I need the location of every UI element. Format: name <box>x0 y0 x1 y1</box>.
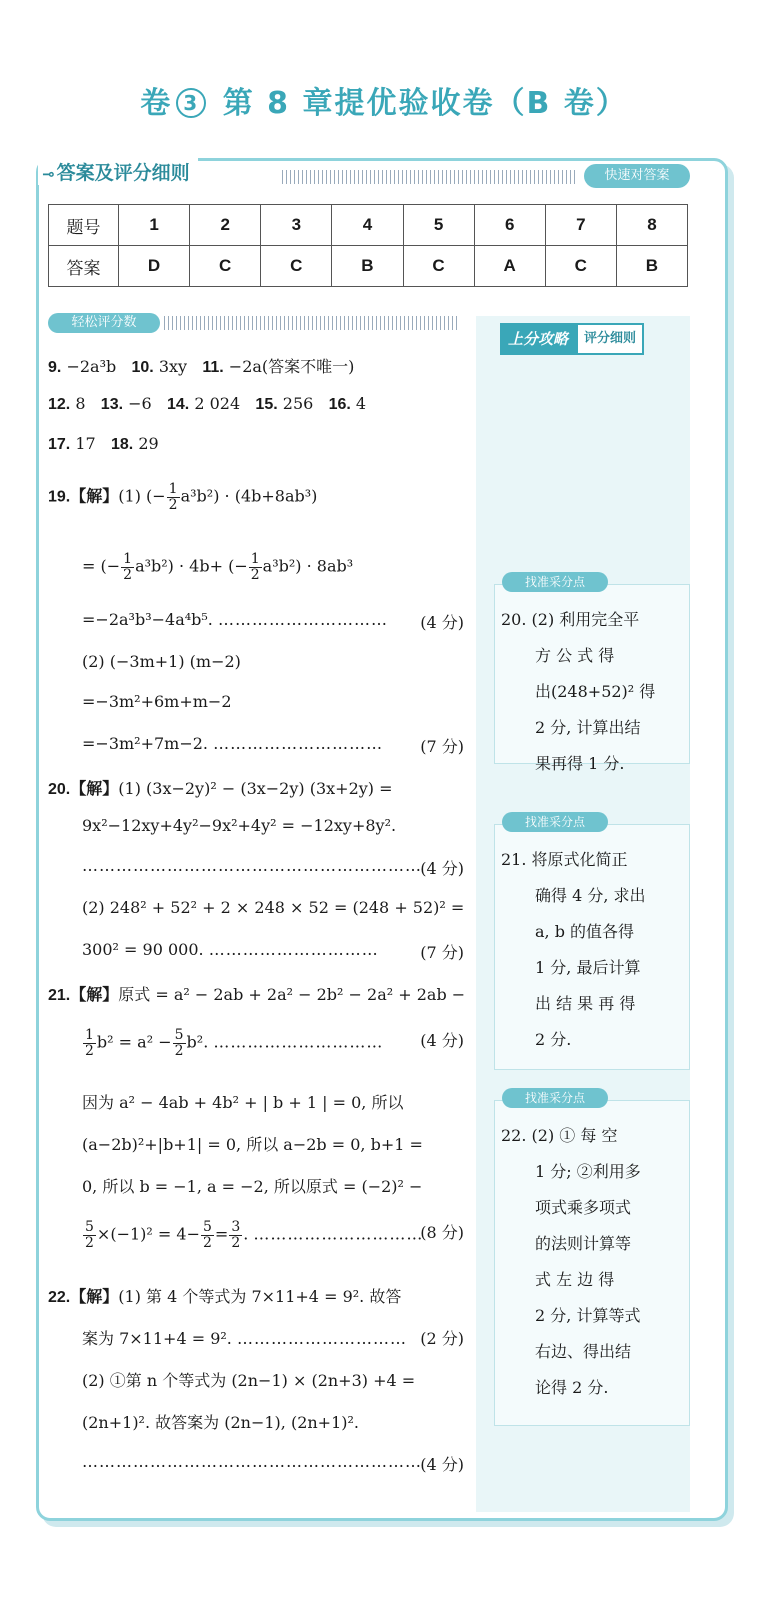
fill-line-3: 17. 17 18. 29 <box>48 434 159 453</box>
fraction: $\frac{3}{2}$ <box>231 1219 241 1251</box>
q21-line-2: $\frac{1}{2}$ b² = a² − $\frac{5}{2}$ b². ………………………… (4 分) <box>85 1027 464 1059</box>
q19-line-3: =−2a³b³−4a⁴b⁵. ………………………… (4 分) <box>82 610 464 632</box>
key-icon: ⊸ <box>42 165 55 183</box>
row-label: 题号 <box>49 205 119 246</box>
answer-table <box>48 204 688 287</box>
q19-line-6: =−3m²+7m−2. ………………………… (7 分) <box>82 734 464 756</box>
q22-line-4: (2n+1)². 故答案为 (2n−1), (2n+1)². <box>82 1413 360 1432</box>
q21-line-5: 0, 所以 b = −1, a = −2, 所以原式 = (−2)² − <box>82 1177 423 1196</box>
fraction: $\frac{1}{2}$ <box>168 481 178 513</box>
fraction: $\frac{5}{2}$ <box>85 1219 94 1251</box>
page-title: 卷 3 第 8 章提优验收卷（B 卷） <box>140 86 628 121</box>
strategy-banner: 上分攻略 评分细则 <box>500 323 644 355</box>
fraction: $\frac{1}{2}$ <box>85 1027 94 1059</box>
easy-hatch <box>164 316 460 330</box>
q19-line-4: (2) (−3m+1) (m−2) <box>82 652 241 671</box>
q19-line-2: = (− $\frac{1}{2}$ a³b²) · 4b+ (− $\frac{1}{2}$ a³b²) · 8ab³ <box>82 551 354 583</box>
tip-tag: 找准采分点 <box>502 812 608 832</box>
q19-line-1: 19.【解】(1) (− $\frac{1}{2}$ a³b²) · (4b+8ab³) <box>48 481 318 513</box>
q20-line-2: 9x²−12xy+4y²−9x²+4y² = −12xy+8y². <box>82 816 397 835</box>
q22-line-3: (2) ①第 n 个等式为 (2n−1) × (2n+3) +4 = <box>82 1371 416 1390</box>
row-label: 答案 <box>49 246 119 287</box>
q22-line-2: 案为 7×11+4 = 9². ………………………… (2 分) <box>82 1329 464 1348</box>
fraction: $\frac{1}{2}$ <box>250 551 260 583</box>
tip-tag: 找准采分点 <box>502 1088 608 1108</box>
tip-box-21: 21. 将原式化简正 确得 4 分, 求出 a, b 的值各得 1 分, 最后计算 出 结 果 再 得 2 分. <box>494 824 690 1070</box>
q21-line-1: 21.【解】原式 = a² − 2ab + 2a² − 2b² − 2a² + 2ab − <box>48 985 466 1004</box>
tip-tag: 找准采分点 <box>502 572 608 592</box>
tip-box-22: 22. (2) ① 每 空 1 分; ②利用多 项式乘多项式 的法则计算等 式 左 边 得 2 分, 计算等式 右边、得出结 论得 2 分. <box>494 1100 690 1426</box>
tip-box-20: 20. (2) 利用完全平 方 公 式 得 出(248+52)² 得 2 分, 计算出结 果再得 1 分. <box>494 584 690 764</box>
q21-line-6: $\frac{5}{2}$ ×(−1)² = 4− $\frac{5}{2}$ = $\frac{3}{2}$ . ………………………… (8 分) <box>85 1219 464 1251</box>
q19-line-5: =−3m²+6m+m−2 <box>82 692 232 711</box>
q21-line-3: 因为 a² − 4ab + 4b² + | b + 1 | = 0, 所以 <box>82 1093 404 1112</box>
fill-line-1: 9. −2a³b 10. 3xy 11. −2a(答案不唯一) <box>48 357 355 376</box>
easy-score-badge: 轻松评分数 <box>48 313 160 333</box>
q21-line-4: (a−2b)²+|b+1| = 0, 所以 a−2b = 0, b+1 = <box>82 1135 423 1154</box>
answers-header: ⊸ 答案及评分细则 <box>38 158 198 185</box>
quick-check-badge: 快速对答案 <box>584 164 690 188</box>
fraction: $\frac{5}{2}$ <box>202 1219 212 1251</box>
q20-line-4: (2) 248² + 52² + 2 × 248 × 52 = (248 + 52)² = <box>82 898 465 917</box>
table-row: 题号 1 2 3 4 5 6 7 8 <box>49 205 688 246</box>
q20-line-1: 20.【解】(1) (3x−2y)² − (3x−2y) (3x+2y) = <box>48 779 393 798</box>
circled-number: 3 <box>176 88 206 118</box>
q20-line-5: 300² = 90 000. ………………………… (7 分) <box>82 940 464 962</box>
q22-line-5: …………………………………………………… (4 分) <box>82 1452 464 1474</box>
q22-line-1: 22.【解】(1) 第 4 个等式为 7×11+4 = 9². 故答 <box>48 1287 402 1306</box>
q20-line-3: …………………………………………………… (4 分) <box>82 856 464 878</box>
fill-line-2: 12. 8 13. −6 14. 2 024 15. 256 16. 4 <box>48 394 367 413</box>
fraction: $\frac{5}{2}$ <box>174 1027 184 1059</box>
header-hatch <box>282 170 578 184</box>
fraction: $\frac{1}{2}$ <box>123 551 133 583</box>
table-row: 答案 D C C B C A C B <box>49 246 688 287</box>
